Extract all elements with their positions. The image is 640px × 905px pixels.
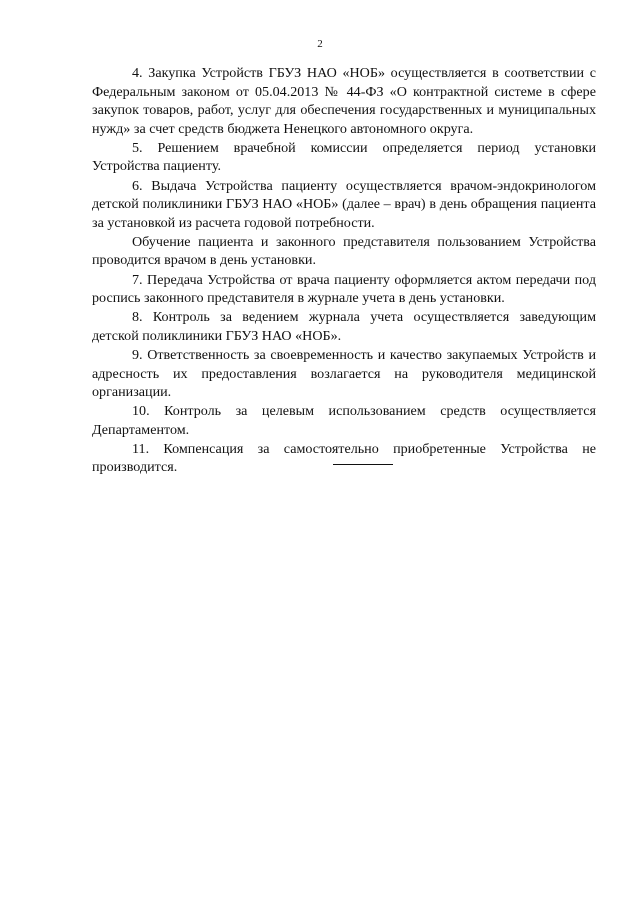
- paragraph-training: Обучение пациента и законного представителя пользованием Устройства проводится врачом в день установки.: [92, 233, 596, 269]
- paragraph-5-installation-period: 5. Решением врачебной комиссии определяется период установки Устройства пациенту.: [92, 139, 596, 175]
- paragraph-6-issuance: 6. Выдача Устройства пациенту осуществляется врачом-эндокринологом детской поликлиники ГБУЗ НАО «НОБ» (далее – врач) в день обращения пациента за установкой из расчета годовой потребности.: [92, 177, 596, 231]
- paragraph-8-journal-control: 8. Контроль за ведением журнала учета осуществляется заведующим детской поликлиники ГБУЗ НАО «НОБ».: [92, 309, 596, 344]
- document-body: [92, 64, 596, 478]
- paragraph-9-responsibility: 9. Ответственность за своевременность и качество закупаемых Устройств и адресность их предоставления возлагается на руководителя медицинской организации.: [92, 346, 596, 401]
- page-number: 2: [317, 38, 323, 50]
- paragraph-10-funds-control: 10. Контроль за целевым использованием средств осуществляется Департаментом.: [92, 403, 596, 438]
- paragraph-11-compensation: 11. Компенсация за самостоятельно приобретенные Устройства не производится.: [92, 440, 596, 476]
- paragraph-4-procurement: 4. Закупка Устройств ГБУЗ НАО «НОБ» осуществляется в соответствии с Федеральным законом от 05.04.2013 № 44-ФЗ «О контрактной системе в сфере закупок товаров, работ, услуг для обеспечения государственных и муниципальных нужд» за счет средств бюджета Ненецкого автономного округа.: [92, 65, 596, 137]
- end-of-document-rule: [333, 464, 393, 465]
- paragraph-7-transfer: 7. Передача Устройства от врача пациенту оформляется актом передачи под роспись законного представителя в журнале учета в день установки.: [92, 271, 596, 307]
